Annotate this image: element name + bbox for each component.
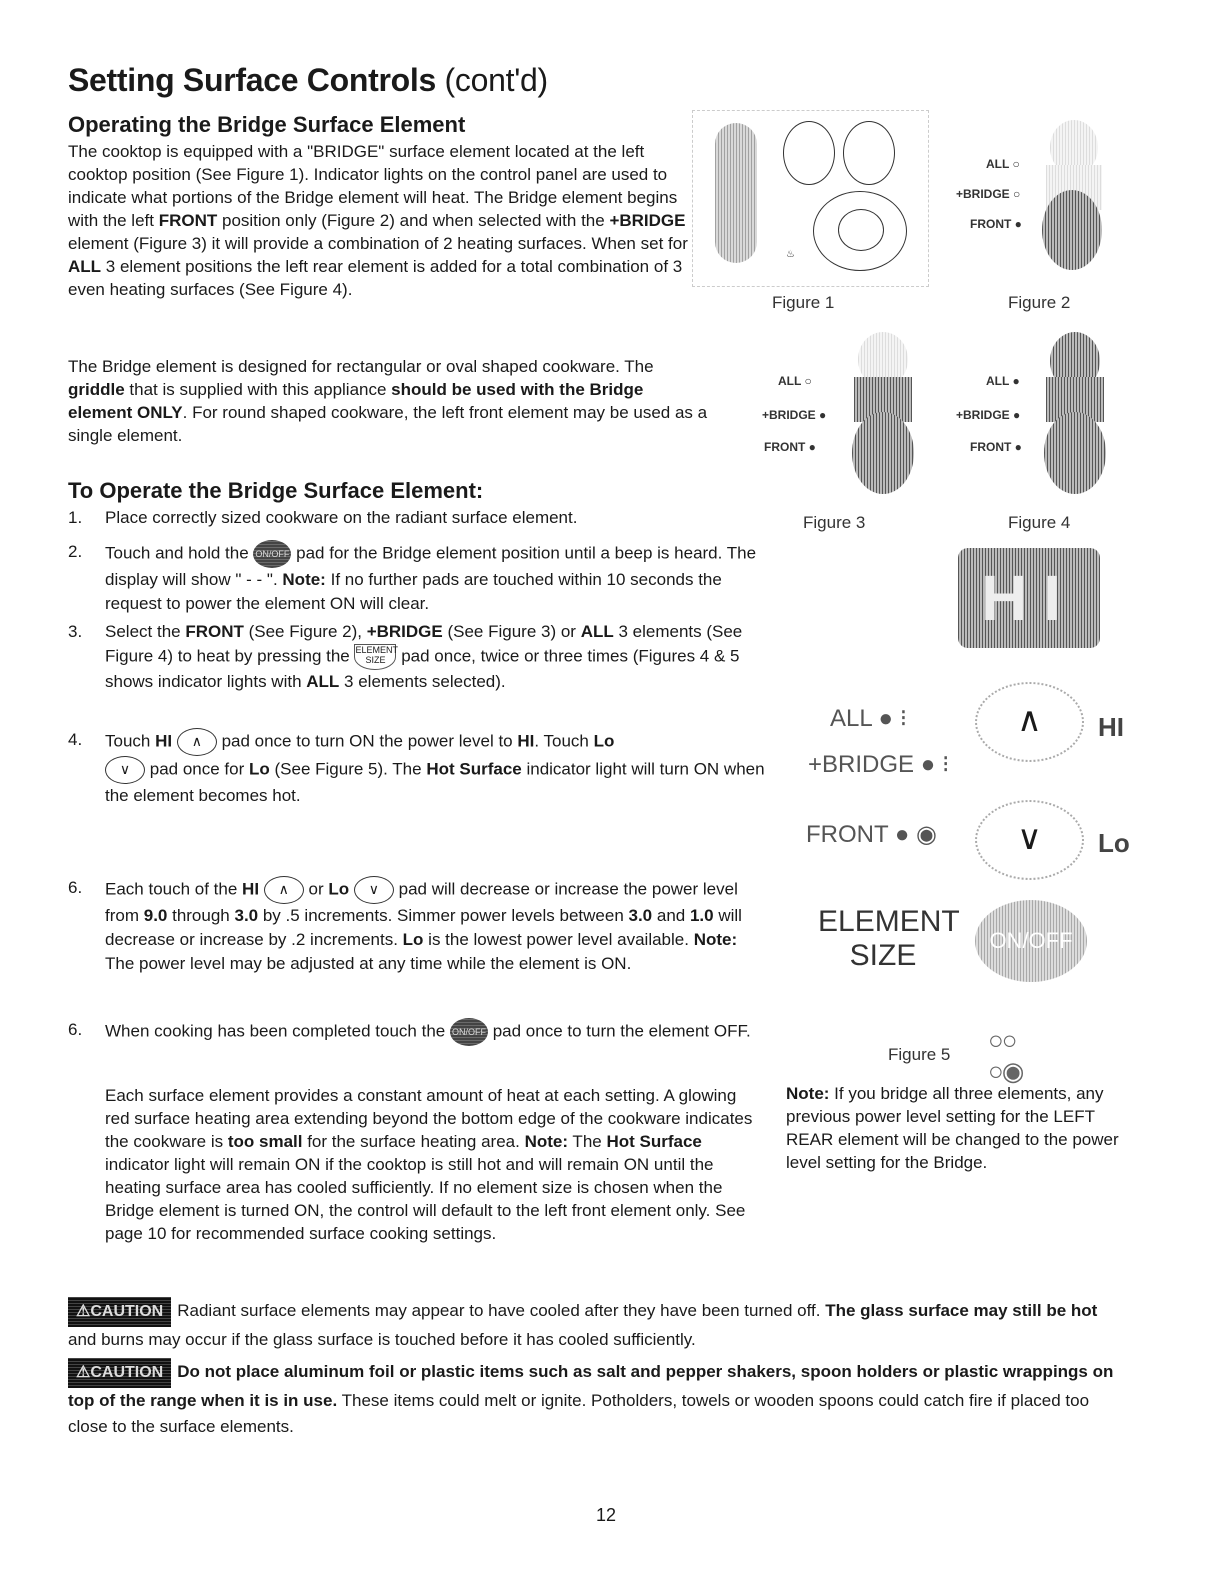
right-rear-burner (843, 121, 895, 185)
bridge-label: +BRIDGE ○ (956, 187, 1021, 201)
bridge-label: +BRIDGE ● (762, 408, 827, 422)
cookware-paragraph: The Bridge element is designed for rectangular or oval shaped cookware. The griddle that is supplied with this appliance should be used with the Bridge element ONLY. For round shaped cookware, the left front element may be used as a single element. (68, 357, 708, 445)
hi-display: HI (958, 548, 1100, 648)
hot-surface-icon: ○○ ○◉ (988, 1025, 1023, 1086)
figure-5-caption: Figure 5 (888, 1045, 951, 1064)
all-label: ALL ○ (778, 374, 812, 388)
figure-3-caption: Figure 3 (803, 513, 866, 532)
intro-paragraph: The cooktop is equipped with a "BRIDGE" surface element located at the left cooktop position (See Figure 1). Indicator lights on the control panel are used to indicate what portions of the Bridge element will heat. The Bridge element begins with the left FRONT position only (Figure 2) and when selected with the +BRIDGE element (Figure 3) it will provide a combination of 2 heating surfaces. When set for ALL 3 element positions the left rear element is added for a total combination of 3 even heating surfaces (See Figure 4). (68, 142, 688, 299)
all-label: ALL ○ (986, 157, 1020, 171)
fig5-front-label: FRONT ● ◉ (806, 821, 937, 848)
figure-2-indicator (950, 110, 1140, 290)
up-arrow-pad-icon: ∧ (264, 876, 304, 904)
page-number: 12 (596, 1505, 617, 1525)
caution-1: ⚠CAUTION Radiant surface elements may appear to have cooled after they have been turned off. The glass surface may still be hot and burns may occur if the glass surface is touched before it has cooled sufficiently. (68, 1297, 1128, 1353)
down-arrow-pad-icon: ∨ (105, 756, 145, 784)
element-label: ELEMENT (818, 905, 960, 938)
surface-paragraph: Each surface element provides a constant amount of heat at each setting. A glowing red surface heating area extending beyond the bottom edge of the cookware indicates the cookware is too small for the surface heating area. Note: The Hot Surface indicator light will remain ON if the cooktop is still hot and will remain ON until the heating surface area has cooled sufficiently. If no element size is chosen when the Bridge element is turned ON, the control will default to the left front element only. See page 10 for recommended surface cooking settings. (105, 1086, 753, 1243)
fig5-lo-label: Lo (1098, 828, 1130, 858)
front-label: FRONT ● (970, 440, 1022, 454)
down-arrow-pad-icon: ∨ (354, 876, 394, 904)
right-front-inner-ring (838, 209, 884, 251)
fig5-onoff-pad: ON/OFF (975, 900, 1087, 982)
warmer-icon: ♨ (786, 249, 795, 260)
front-zone-on (1042, 190, 1102, 270)
fig5-element-size-icon (818, 905, 960, 983)
front-zone-on (1044, 412, 1106, 494)
figure-1-caption: Figure 1 (772, 293, 835, 312)
page-title: Setting Surface Controls (cont'd) (68, 62, 548, 98)
side-note: Note: If you bridge all three elements, any previous power level setting for the LEFT REAR element will be changed to the power level setting for the Bridge. (786, 1084, 1119, 1172)
figure-4-caption: Figure 4 (1008, 513, 1071, 532)
all-label: ALL ● (986, 374, 1020, 388)
fig5-all-label: ALL ● ⁝ (830, 705, 908, 732)
front-label: FRONT ● (970, 217, 1022, 231)
fig5-down-arrow-icon: ∨ (975, 800, 1084, 880)
up-arrow-pad-icon: ∧ (177, 728, 217, 756)
bridge-label: +BRIDGE ● (956, 408, 1021, 422)
fig5-bridge-label: +BRIDGE ● ⁝ (808, 751, 950, 778)
bridge-element (715, 123, 757, 263)
caution-badge: ⚠CAUTION (68, 1297, 171, 1327)
size-label: SIZE (849, 939, 917, 972)
section-heading-operate: To Operate the Bridge Surface Element: (68, 478, 484, 503)
caution-badge: ⚠CAUTION (68, 1358, 171, 1388)
front-label: FRONT ● (764, 440, 816, 454)
section-heading-operating: Operating the Bridge Surface Element (68, 112, 466, 137)
figure-4-indicator (950, 332, 1140, 512)
fig5-hi-label: HI (1098, 712, 1124, 742)
left-rear-burner (783, 121, 835, 185)
onoff-pad-icon: ON/OFF (253, 540, 291, 568)
fig5-up-arrow-icon: ∧ (975, 682, 1084, 762)
element-size-pad-icon: ELEMENT SIZE (354, 644, 396, 670)
front-zone-on (852, 412, 914, 494)
figure-2-caption: Figure 2 (1008, 293, 1071, 312)
figure-3-indicator (758, 332, 948, 512)
onoff-pad-icon: ON/OFF (450, 1018, 488, 1046)
figure-1-cooktop (692, 110, 929, 287)
caution-2: ⚠CAUTION Do not place aluminum foil or plastic items such as salt and pepper shakers, spoon holders or plastic wrappings on top of the range when it is in use. These items could melt or ignite. Potholders, towels or wooden spoons could catch fire if placed too close to the surface elements. (68, 1358, 1128, 1440)
